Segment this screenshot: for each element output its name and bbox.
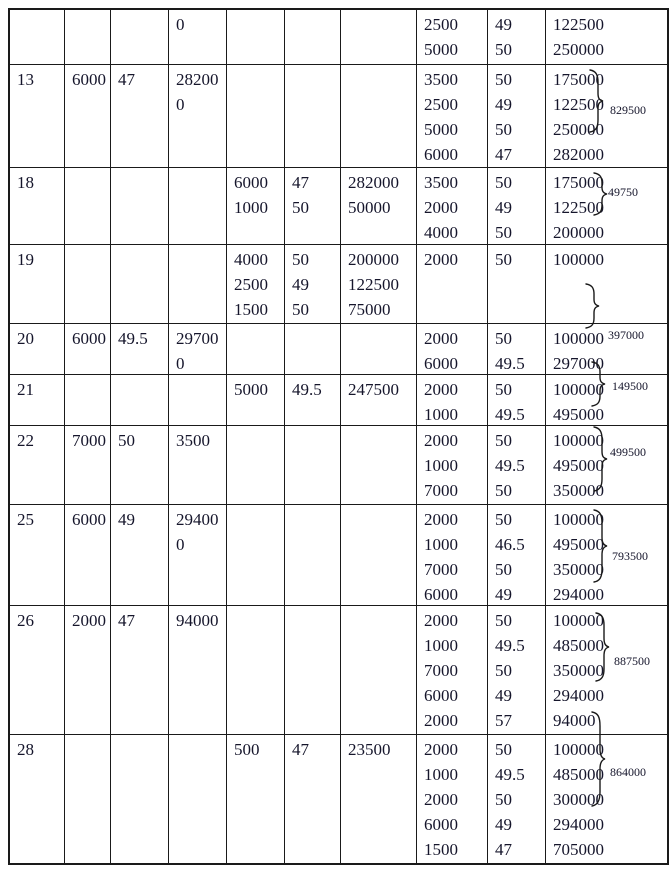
cell-balance-amount: [545, 735, 667, 863]
cell-line: 485000: [553, 636, 604, 655]
cell-line: 294000: [553, 585, 604, 604]
cell-line: 50: [495, 431, 512, 450]
cell-day: [10, 324, 64, 376]
cell-balance-amount: [545, 168, 667, 245]
cell-line: 300000: [553, 790, 604, 809]
cell-day: [10, 505, 64, 607]
cell-line: 1000: [424, 765, 458, 784]
cell-line: 2500: [424, 95, 458, 114]
cell-balance-qty: [416, 324, 487, 376]
cell-sales-price: [284, 245, 340, 323]
cell-line: 175000: [553, 173, 604, 192]
cell-line: 94000: [176, 611, 219, 630]
cell-sales-price: [284, 375, 340, 427]
cell-balance-qty: [416, 65, 487, 167]
cell-balance-qty: [416, 426, 487, 504]
cell-line: 500: [234, 740, 260, 759]
cell-balance-qty: [416, 245, 487, 323]
cell-purchase-qty: [64, 324, 110, 376]
cell-line: 49.5: [292, 380, 322, 399]
cell-line: 49.5: [495, 354, 525, 373]
cell-line: 57: [495, 711, 512, 730]
day-value: 19: [17, 250, 34, 269]
cell-line: 50: [292, 300, 309, 319]
cell-line: 350000: [553, 560, 604, 579]
cell-sales-amount: [340, 65, 416, 167]
cell-line: 5000: [234, 380, 268, 399]
cell-line: 2000: [424, 711, 458, 730]
cell-line: 49: [292, 275, 309, 294]
cell-day: [10, 375, 64, 427]
cell-line: 47: [495, 840, 512, 859]
cell-line: 282000: [553, 145, 604, 164]
cell-line: 50: [292, 198, 309, 217]
cell-line: 294000: [553, 686, 604, 705]
cell-line: 50: [495, 661, 512, 680]
cell-line: 122500: [553, 15, 604, 34]
cell-balance-price: [487, 168, 545, 245]
cell-line: 0: [176, 15, 185, 34]
cell-line: 7000: [424, 481, 458, 500]
cell-line: 1000: [424, 405, 458, 424]
cell-line: 49: [495, 95, 512, 114]
cell-purchase-qty: [64, 426, 110, 504]
cell-purchase-amount: [168, 168, 226, 245]
cell-line: 2000: [424, 329, 458, 348]
cell-sales-price: [284, 324, 340, 376]
cell-balance-price: [487, 10, 545, 64]
cell-line: 50: [495, 329, 512, 348]
cell-line: 3500: [176, 431, 210, 450]
cell-line: 2000: [424, 198, 458, 217]
cell-line: 6000: [424, 145, 458, 164]
cell-line: 100000: [553, 431, 604, 450]
cell-sales-qty: [226, 65, 284, 167]
cell-sales-amount: [340, 245, 416, 323]
cell-purchase-price: [110, 10, 168, 64]
cell-sales-qty: [226, 10, 284, 64]
cell-line: 47: [118, 611, 135, 630]
cell-line: 1000: [234, 198, 268, 217]
day-value: 28: [17, 740, 34, 759]
cell-line: 50: [495, 510, 512, 529]
cell-line: 23500: [348, 740, 391, 759]
brace-total: 49750: [608, 185, 638, 199]
cell-purchase-qty: [64, 735, 110, 863]
cell-purchase-price: [110, 324, 168, 376]
brace-total: 887500: [614, 654, 650, 668]
cell-line: 6000: [424, 354, 458, 373]
brace-total: 829500: [610, 103, 646, 117]
cell-balance-price: [487, 505, 545, 607]
cell-balance-qty: [416, 10, 487, 64]
cell-line: 7000: [424, 661, 458, 680]
cell-line: 5000: [424, 40, 458, 59]
cell-line: 7000: [72, 431, 106, 450]
cell-line: 6000: [424, 815, 458, 834]
cell-line: 6000: [72, 510, 106, 529]
table-row: [10, 425, 667, 504]
cell-purchase-qty: [64, 245, 110, 323]
cell-sales-amount: [340, 375, 416, 427]
cell-line: 485000: [553, 765, 604, 784]
cell-balance-amount: [545, 426, 667, 504]
cell-line: 49: [495, 15, 512, 34]
cell-line: 2000: [424, 790, 458, 809]
cell-line: 50: [495, 740, 512, 759]
cell-line: 495000: [553, 456, 604, 475]
cell-sales-amount: [340, 426, 416, 504]
day-value: 21: [17, 380, 34, 399]
cell-sales-qty: [226, 606, 284, 734]
cell-purchase-amount: [168, 426, 226, 504]
cell-line: 250000: [553, 40, 604, 59]
table-row: [10, 605, 667, 734]
cell-line: 1000: [424, 535, 458, 554]
cell-line: 46.5: [495, 535, 525, 554]
cell-line: 100000: [553, 250, 604, 269]
cell-line: 49.5: [495, 636, 525, 655]
cell-sales-amount: [340, 735, 416, 863]
day-value: 20: [17, 329, 34, 348]
cell-balance-price: [487, 65, 545, 167]
cell-line: 175000: [553, 70, 604, 89]
brace-icon: [584, 283, 601, 329]
cell-sales-qty: [226, 324, 284, 376]
cell-line: 705000: [553, 840, 604, 859]
cell-sales-price: [284, 65, 340, 167]
cell-line: 6000: [424, 585, 458, 604]
cell-sales-price: [284, 735, 340, 863]
cell-line: 49: [495, 815, 512, 834]
cell-line: 50: [495, 611, 512, 630]
cell-purchase-amount: [168, 10, 226, 64]
cell-line: 29400: [176, 510, 219, 529]
cell-balance-amount: [545, 10, 667, 64]
cell-purchase-amount: [168, 606, 226, 734]
cell-sales-amount: [340, 505, 416, 607]
table-row: [10, 64, 667, 167]
cell-line: 2000: [424, 510, 458, 529]
cell-purchase-price: [110, 606, 168, 734]
cell-purchase-amount: [168, 375, 226, 427]
cell-sales-qty: [226, 168, 284, 245]
cell-line: 50: [495, 250, 512, 269]
cell-sales-amount: [340, 324, 416, 376]
cell-line: 94000: [553, 711, 596, 730]
cell-sales-qty: [226, 375, 284, 427]
cell-line: 282000: [348, 173, 399, 192]
cell-line: 2500: [424, 15, 458, 34]
cell-sales-qty: [226, 245, 284, 323]
cell-sales-price: [284, 426, 340, 504]
cell-purchase-qty: [64, 65, 110, 167]
cell-line: 6000: [234, 173, 268, 192]
cell-purchase-amount: [168, 505, 226, 607]
cell-line: 50: [292, 250, 309, 269]
cell-day: [10, 606, 64, 734]
cell-line: 2000: [424, 380, 458, 399]
day-value: 26: [17, 611, 34, 630]
cell-balance-qty: [416, 375, 487, 427]
cell-balance-qty: [416, 606, 487, 734]
cell-line: 2000: [424, 740, 458, 759]
cell-line: 2000: [72, 611, 106, 630]
cell-balance-price: [487, 375, 545, 427]
cell-balance-qty: [416, 735, 487, 863]
day-value: 18: [17, 173, 34, 192]
cell-balance-amount: [545, 324, 667, 376]
cell-balance-amount: [545, 505, 667, 607]
cell-line: 49: [495, 686, 512, 705]
cell-balance-price: [487, 426, 545, 504]
brace-total: 864000: [610, 765, 646, 779]
cell-day: [10, 245, 64, 323]
cell-line: 50000: [348, 198, 391, 217]
cell-line: 2000: [424, 250, 458, 269]
cell-day: [10, 426, 64, 504]
cell-purchase-price: [110, 426, 168, 504]
cell-line: 6000: [424, 686, 458, 705]
table-row: [10, 323, 667, 374]
cell-line: 1000: [424, 636, 458, 655]
cell-line: 495000: [553, 535, 604, 554]
cell-balance-price: [487, 606, 545, 734]
cell-purchase-qty: [64, 375, 110, 427]
cell-line: 49.5: [495, 456, 525, 475]
table-row: [10, 167, 667, 244]
cell-balance-amount: [545, 245, 667, 323]
cell-balance-amount: [545, 375, 667, 427]
cell-line: 50: [495, 40, 512, 59]
cell-line: 350000: [553, 661, 604, 680]
cell-line: 47: [495, 145, 512, 164]
day-value: 25: [17, 510, 34, 529]
cell-sales-amount: [340, 606, 416, 734]
cell-line: 50: [495, 481, 512, 500]
cell-line: 200000: [348, 250, 399, 269]
cell-sales-price: [284, 606, 340, 734]
cell-balance-amount: [545, 65, 667, 167]
cell-sales-qty: [226, 505, 284, 607]
cell-line: 49: [495, 198, 512, 217]
cell-line: 2000: [424, 431, 458, 450]
brace-total: 499500: [610, 445, 646, 459]
cell-line: 0: [176, 95, 185, 114]
day-value: 13: [17, 70, 34, 89]
cell-line: 50: [495, 560, 512, 579]
table-row: [10, 504, 667, 605]
cell-line: 75000: [348, 300, 391, 319]
cell-line: 1000: [424, 456, 458, 475]
cell-line: 350000: [553, 481, 604, 500]
cell-line: 250000: [553, 120, 604, 139]
cell-balance-price: [487, 735, 545, 863]
cell-line: 47: [292, 173, 309, 192]
cell-purchase-qty: [64, 606, 110, 734]
cell-line: 1500: [234, 300, 268, 319]
cell-balance-amount: [545, 606, 667, 734]
cell-balance-qty: [416, 168, 487, 245]
cell-line: 495000: [553, 405, 604, 424]
cell-sales-price: [284, 168, 340, 245]
cell-sales-qty: [226, 426, 284, 504]
cell-purchase-amount: [168, 245, 226, 323]
cell-line: 28200: [176, 70, 219, 89]
cell-day: [10, 65, 64, 167]
cell-line: 29700: [176, 329, 219, 348]
cell-line: 2000: [424, 611, 458, 630]
cell-purchase-amount: [168, 65, 226, 167]
cell-line: 100000: [553, 510, 604, 529]
cell-line: 100000: [553, 611, 604, 630]
cell-line: 5000: [424, 120, 458, 139]
cell-line: 2500: [234, 275, 268, 294]
cell-sales-price: [284, 10, 340, 64]
cell-purchase-amount: [168, 735, 226, 863]
cell-purchase-price: [110, 735, 168, 863]
cell-purchase-amount: [168, 324, 226, 376]
cell-line: 122500: [348, 275, 399, 294]
cell-line: 49.5: [495, 765, 525, 784]
cell-line: 122500: [553, 198, 604, 217]
cell-purchase-price: [110, 505, 168, 607]
cell-balance-price: [487, 324, 545, 376]
cell-sales-amount: [340, 168, 416, 245]
cell-line: 247500: [348, 380, 399, 399]
cell-balance-price: [487, 245, 545, 323]
day-value: 22: [17, 431, 34, 450]
cell-line: 100000: [553, 380, 604, 399]
cell-line: 50: [495, 120, 512, 139]
brace-total: 793500: [612, 549, 648, 563]
cell-sales-qty: [226, 735, 284, 863]
cell-sales-amount: [340, 10, 416, 64]
cell-line: 3500: [424, 70, 458, 89]
cell-line: 50: [495, 790, 512, 809]
cell-line: 47: [292, 740, 309, 759]
cell-line: 50: [495, 223, 512, 242]
table-row: [10, 374, 667, 425]
cell-line: 0: [176, 535, 185, 554]
cell-line: 50: [495, 173, 512, 192]
cell-line: 294000: [553, 815, 604, 834]
cell-sales-price: [284, 505, 340, 607]
cell-purchase-qty: [64, 505, 110, 607]
cell-purchase-price: [110, 245, 168, 323]
table-row: [10, 10, 667, 64]
cell-line: 4000: [424, 223, 458, 242]
cell-purchase-qty: [64, 168, 110, 245]
cell-line: 49: [495, 585, 512, 604]
table-row: [10, 734, 667, 863]
cell-purchase-qty: [64, 10, 110, 64]
cell-line: 4000: [234, 250, 268, 269]
table-row: [10, 244, 667, 323]
cell-line: 50: [495, 380, 512, 399]
cell-line: 1500: [424, 840, 458, 859]
cell-line: 297000: [553, 354, 604, 373]
cell-balance-qty: [416, 505, 487, 607]
cell-line: 122500: [553, 95, 604, 114]
cell-line: 50: [118, 431, 135, 450]
cell-purchase-price: [110, 65, 168, 167]
cell-day: [10, 10, 64, 64]
cell-line: 6000: [72, 329, 106, 348]
inventory-ledger-table: [8, 8, 669, 865]
cell-line: 6000: [72, 70, 106, 89]
cell-line: 47: [118, 70, 135, 89]
cell-line: 50: [495, 70, 512, 89]
cell-purchase-price: [110, 375, 168, 427]
cell-day: [10, 168, 64, 245]
cell-line: 0: [176, 354, 185, 373]
cell-line: 200000: [553, 223, 604, 242]
cell-line: 3500: [424, 173, 458, 192]
brace-total: 397000: [608, 328, 644, 342]
cell-line: 100000: [553, 329, 604, 348]
brace-total: 149500: [612, 379, 648, 393]
cell-purchase-price: [110, 168, 168, 245]
cell-line: 7000: [424, 560, 458, 579]
cell-day: [10, 735, 64, 863]
cell-line: 49.5: [495, 405, 525, 424]
cell-line: 49.5: [118, 329, 148, 348]
cell-line: 49: [118, 510, 135, 529]
cell-line: 100000: [553, 740, 604, 759]
